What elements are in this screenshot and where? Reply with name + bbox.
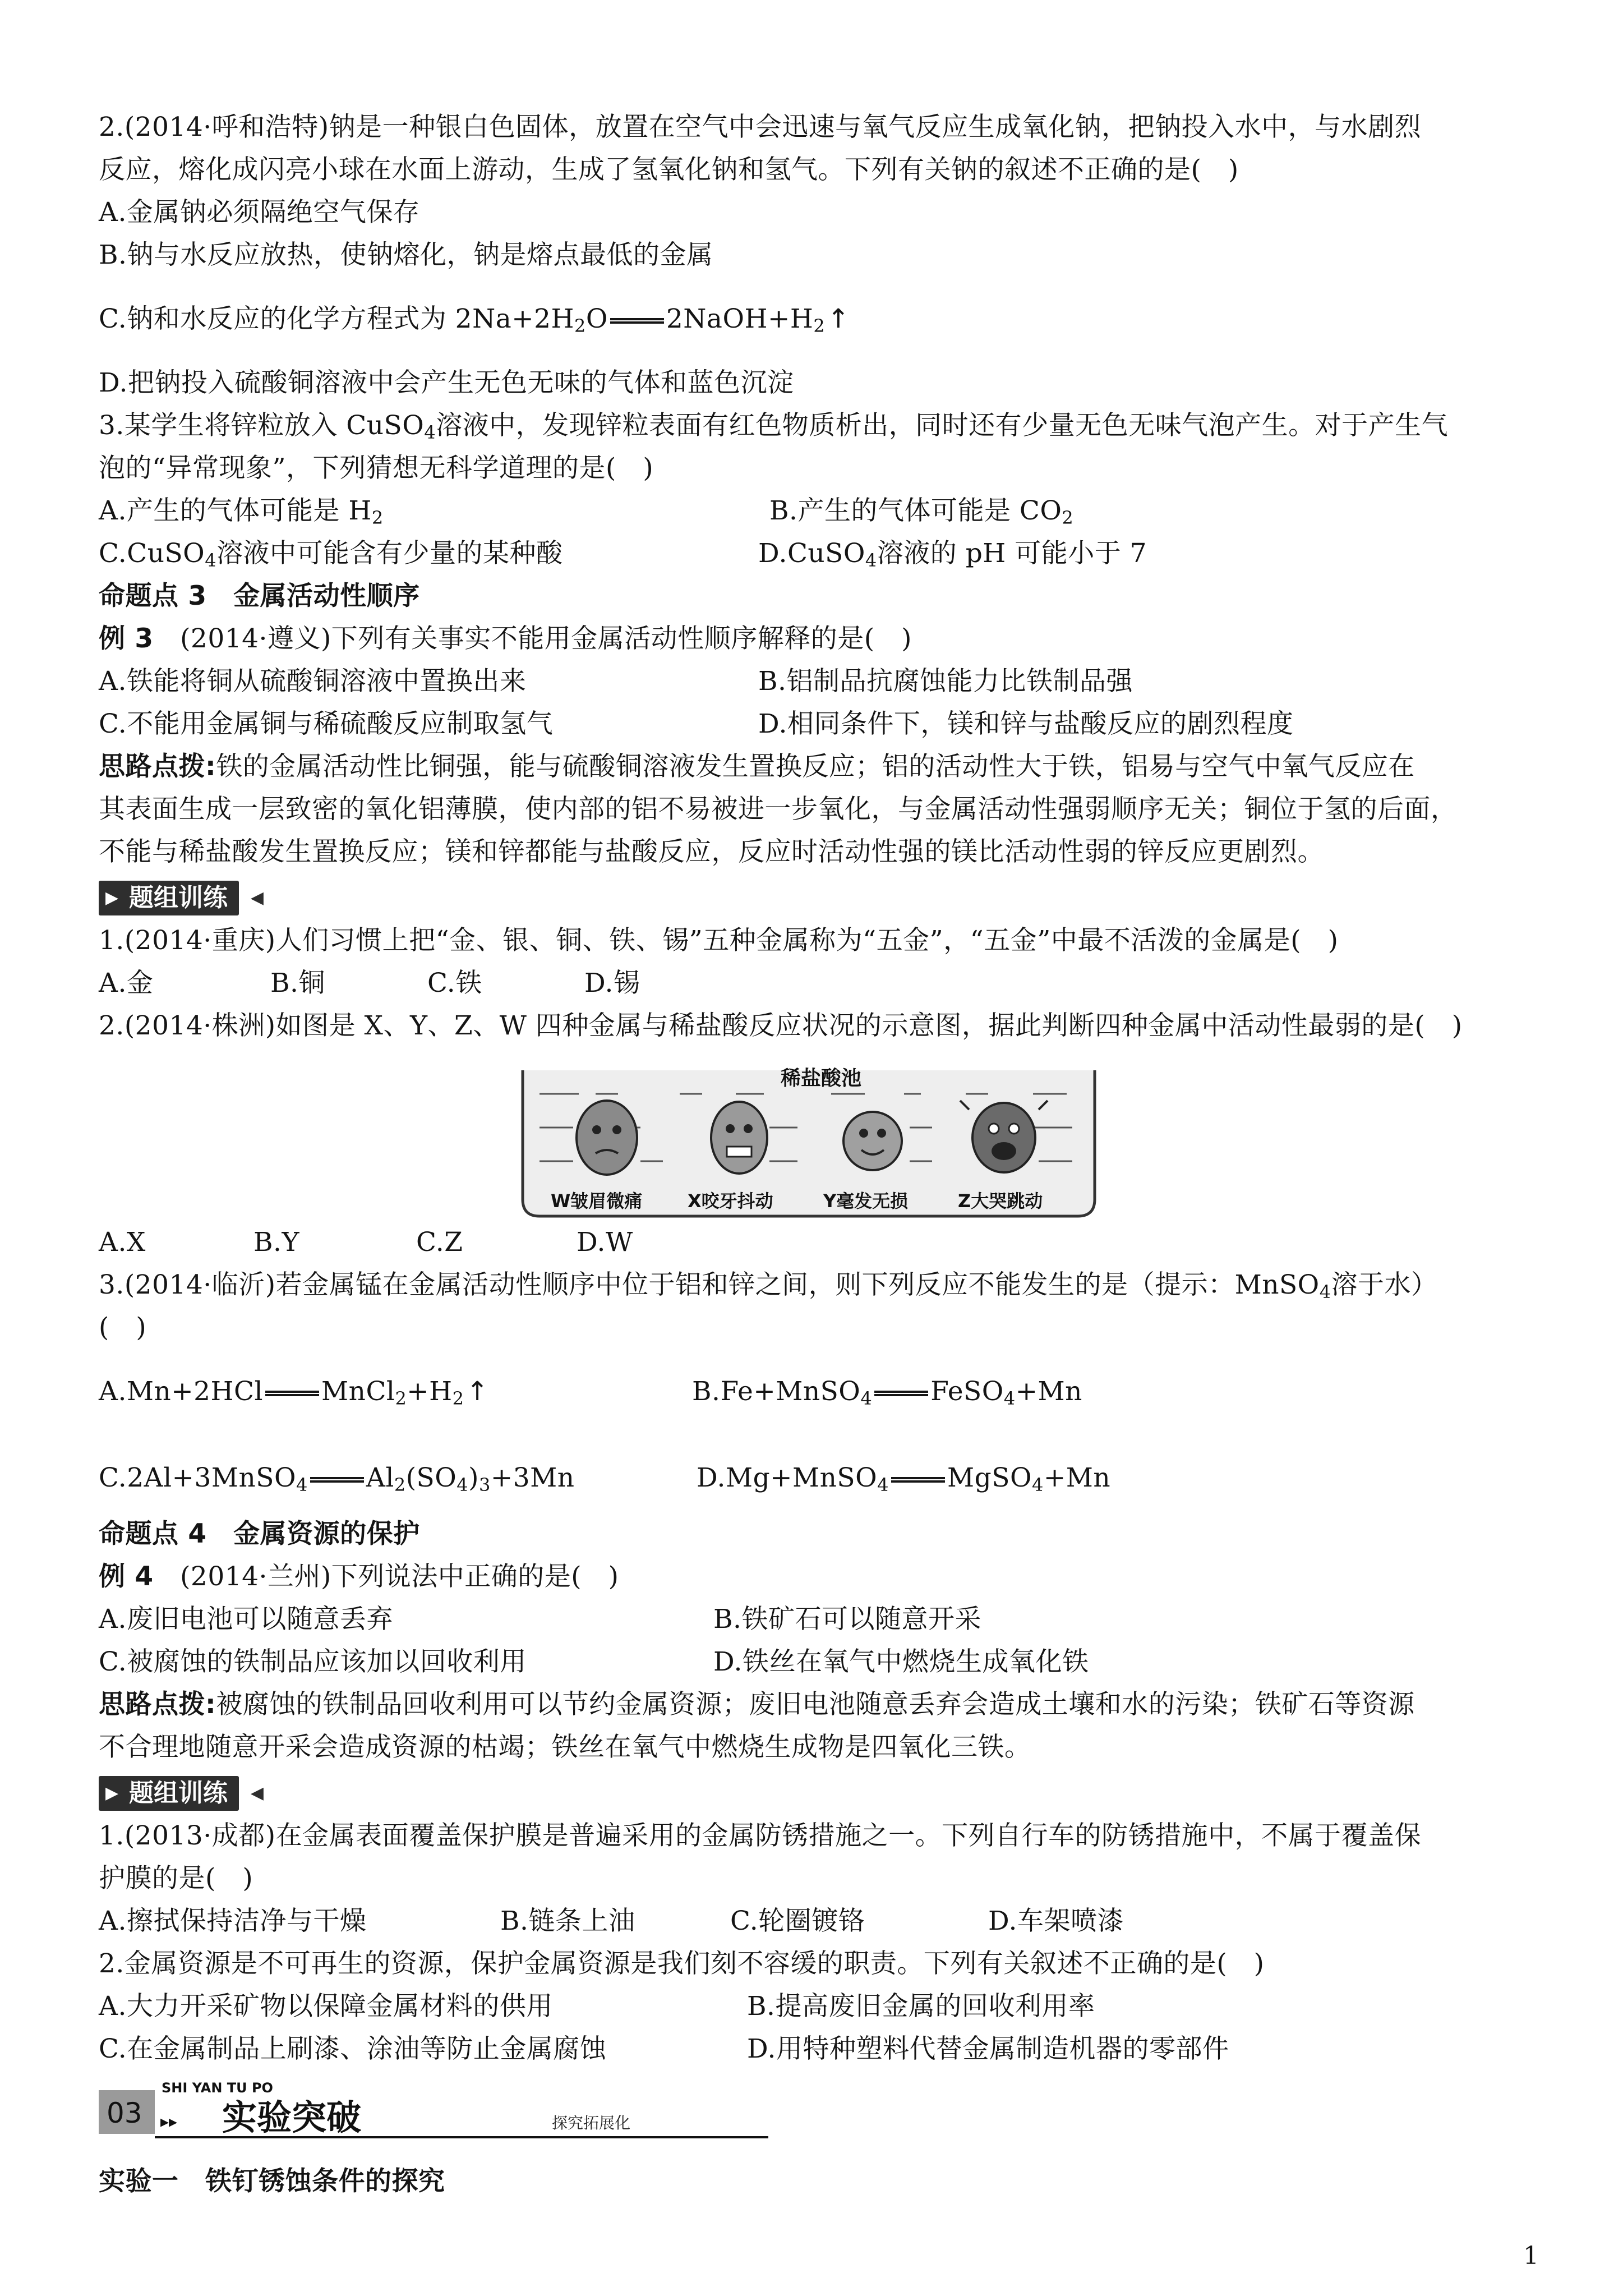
q3-option-b: B.产生的气体可能是 $CO_2$ bbox=[769, 495, 1074, 528]
equals-double-line bbox=[874, 1391, 928, 1396]
tips-4-line-1: 思路点拨:被腐蚀的铁制品回收利用可以节约金属资源；废旧电池随意丢弃会造成土壤和水的污染；铁矿石等资源 bbox=[99, 1689, 1415, 1720]
group-training-tag: ▶ 题组训练 ◀ bbox=[99, 881, 239, 915]
train2-q2-stem: 2.金属资源是不可再生的资源，保护金属资源是我们刻不容缓的职责。下列有关叙述不正确的是( ) bbox=[99, 1948, 1265, 1979]
train2-q1-option-d: D.车架喷漆 bbox=[988, 1906, 1124, 1936]
q3-option-c: C.CuSO$_4$溶液中可能含有少量的某种酸 bbox=[99, 538, 563, 571]
q2-option-c: C.钠和水反应的化学方程式为 $2Na+2H_2O$ $2NaOH+H_2↑$ bbox=[99, 302, 850, 337]
example-3-option-c: C.不能用金属铜与稀硫酸反应制取氢气 bbox=[99, 708, 554, 739]
experiment-1-heading: 实验一 铁钉锈蚀条件的探究 bbox=[99, 2166, 445, 2197]
train-q1-option-a: A.金 bbox=[99, 968, 154, 999]
example-3-option-b: B.铝制品抗腐蚀能力比铁制品强 bbox=[758, 666, 1133, 697]
train-q1-option-b: B.铜 bbox=[270, 968, 325, 999]
train-q1-option-d: D.锡 bbox=[584, 968, 640, 999]
gas-arrow-icon: ↑ bbox=[827, 303, 850, 334]
train-q3-option-a: A.Mn+2HCl $MnCl_2+H_2↑$ bbox=[99, 1374, 488, 1409]
train-q3-option-d: D.Mg+MnSO$_4$ MgSO$_4$+Mn bbox=[697, 1462, 1111, 1496]
q2-line-1: 2.(2014·呼和浩特)钠是一种银白色固体，放置在空气中会迅速与氧气反应生成氧化钠，把钠投入水中，与水剧烈 bbox=[99, 112, 1422, 142]
q2-option-a: A.金属钠必须隔绝空气保存 bbox=[99, 197, 420, 228]
metal-w-figure bbox=[577, 1101, 637, 1175]
equals-double-line bbox=[891, 1477, 945, 1483]
page-number: 1 bbox=[1523, 2242, 1539, 2270]
train-q3-stem-2: ( ) bbox=[99, 1312, 147, 1343]
caption-z: Z大哭跳动 bbox=[958, 1190, 1043, 1212]
example-4-option-d: D.铁丝在氧气中燃烧生成氧化铁 bbox=[713, 1646, 1089, 1677]
train-q1-option-c: C.铁 bbox=[427, 968, 482, 999]
section-title: 实验突破 bbox=[222, 2097, 362, 2138]
train2-q1-option-b: B.链条上油 bbox=[500, 1906, 635, 1936]
section-number: 03 bbox=[107, 2097, 142, 2129]
train-q3-option-b: B.Fe+MnSO$_4$ FeSO$_4$+Mn bbox=[692, 1376, 1082, 1409]
train2-q1-option-c: C.轮圈镀铬 bbox=[730, 1906, 865, 1936]
equals-double-line bbox=[265, 1391, 319, 1396]
train-q2-stem: 2.(2014·株洲)如图是 X、Y、Z、W 四种金属与稀盐酸反应状况的示意图，据此判断四种金属中活动性最弱的是( ) bbox=[99, 1010, 1463, 1041]
caption-y: Y毫发无损 bbox=[823, 1190, 909, 1212]
q2-line-2: 反应，熔化成闪亮小球在水面上游动，生成了氢氧化钠和氢气。下列有关钠的叙述不正确的是( ) bbox=[99, 154, 1239, 185]
example-3-stem: 例 3 (2014·遵义)下列有关事实不能用金属活动性顺序解释的是( ) bbox=[99, 623, 912, 654]
topic-4-heading: 命题点 4 金属资源的保护 bbox=[99, 1519, 420, 1549]
figure-title: 稀盐酸池 bbox=[781, 1067, 862, 1090]
metal-y-figure bbox=[843, 1112, 902, 1170]
train2-q1-option-a: A.擦拭保持洁净与干燥 bbox=[99, 1906, 367, 1936]
q3-option-d: D.CuSO$_4$溶液的 pH 可能小于 7 bbox=[758, 538, 1147, 571]
tips-3-line-3: 不能与稀盐酸发生置换反应；镁和锌都能与盐酸反应，反应时活动性强的镁比活动性弱的锌反应更剧烈。 bbox=[99, 836, 1324, 867]
train-q3-stem-1: 3.(2014·临沂)若金属锰在金属活动性顺序中位于铝和锌之间，则下列反应不能发生的是（提示：MnSO$_4$溶于水） bbox=[99, 1269, 1438, 1303]
section-pinyin: SHI YAN TU PO bbox=[162, 2080, 273, 2096]
example-3-option-d: D.相同条件下，镁和锌与盐酸反应的剧烈程度 bbox=[758, 708, 1294, 739]
train2-q1-stem-2: 护膜的是( ) bbox=[99, 1863, 253, 1894]
topic-3-heading: 命题点 3 金属活动性顺序 bbox=[99, 581, 420, 611]
example-4-option-c: C.被腐蚀的铁制品应该加以回收利用 bbox=[99, 1646, 527, 1677]
train-q2-option-d: D.W bbox=[577, 1227, 633, 1258]
q3-option-a: A.产生的气体可能是 $H_2$ bbox=[99, 495, 384, 528]
example-4-stem: 例 4 (2014·兰州)下列说法中正确的是( ) bbox=[99, 1561, 619, 1592]
double-arrow-icon: ▸▸ bbox=[160, 2112, 178, 2132]
example-4-option-b: B.铁矿石可以随意开采 bbox=[713, 1604, 981, 1635]
group-training-tag: ▶ 题组训练 ◀ bbox=[99, 1776, 239, 1811]
train-q2-option-b: B.Y bbox=[253, 1227, 300, 1258]
section-subtitle: 探究拓展化 bbox=[552, 2114, 631, 2132]
train2-q2-option-d: D.用特种塑料代替金属制造机器的零部件 bbox=[747, 2033, 1229, 2064]
train2-q2-option-b: B.提高废旧金属的回收利用率 bbox=[747, 1991, 1095, 2022]
train-q3-option-c: C.2Al+3MnSO$_4$ $Al_2(SO_4)_3+3Mn$ bbox=[99, 1462, 575, 1496]
example-3-option-a: A.铁能将铜从硫酸铜溶液中置换出来 bbox=[99, 666, 527, 697]
tips-3-line-2: 其表面生成一层致密的氧化铝薄膜，使内部的铝不易被进一步氧化，与金属活动性强弱顺序无关；铜位于氢的后面， bbox=[99, 794, 1458, 825]
q3-line-2: 泡的“异常现象”，下列猜想无科学道理的是( ) bbox=[99, 453, 654, 484]
train2-q1-stem-1: 1.(2013·成都)在金属表面覆盖保护膜是普遍采用的金属防锈措施之一。下列自行车的防锈措施中，不属于覆盖保 bbox=[99, 1820, 1422, 1851]
equals-double-line bbox=[310, 1477, 364, 1483]
example-4-option-a: A.废旧电池可以随意丢弃 bbox=[99, 1604, 393, 1635]
q2-option-d: D.把钠投入硫酸铜溶液中会产生无色无味的气体和蓝色沉淀 bbox=[99, 367, 794, 398]
tips-4-line-2: 不合理地随意开采会造成资源的枯竭；铁丝在氧气中燃烧生成物是四氧化三铁。 bbox=[99, 1732, 1031, 1763]
gas-arrow-icon: ↑ bbox=[466, 1376, 489, 1407]
train-q2-option-a: A.X bbox=[99, 1227, 146, 1258]
q3-line-1: 3.某学生将锌粒放入 CuSO$_4$溶液中，发现锌粒表面有红色物质析出，同时还有少量无色无味气泡产生。对于产生气 bbox=[99, 410, 1449, 443]
q2-option-b: B.钠与水反应放热，使钠熔化，钠是熔点最低的金属 bbox=[99, 240, 713, 270]
train-q2-option-c: C.Z bbox=[416, 1227, 463, 1258]
tips-3-line-1: 思路点拨:铁的金属活动性比铜强，能与硫酸铜溶液发生置换反应；铝的活动性大于铁，铝易与空气中氧气反应在 bbox=[99, 751, 1415, 782]
train2-q2-option-c: C.在金属制品上刷漆、涂油等防止金属腐蚀 bbox=[99, 2033, 607, 2064]
metals-in-acid-figure bbox=[517, 1059, 1623, 1226]
train2-q2-option-a: A.大力开采矿物以保障金属材料的供用 bbox=[99, 1991, 553, 2022]
caption-x: X咬牙抖动 bbox=[688, 1190, 773, 1212]
caption-w: W皱眉微痛 bbox=[551, 1190, 643, 1212]
metal-x-figure bbox=[711, 1102, 767, 1174]
section-banner bbox=[99, 2076, 768, 2141]
train-q1-stem: 1.(2014·重庆)人们习惯上把“金、银、铜、铁、锡”五种金属称为“五金”，“五金”中最不活泼的金属是( ) bbox=[99, 925, 1339, 956]
equals-double-line bbox=[610, 318, 664, 324]
